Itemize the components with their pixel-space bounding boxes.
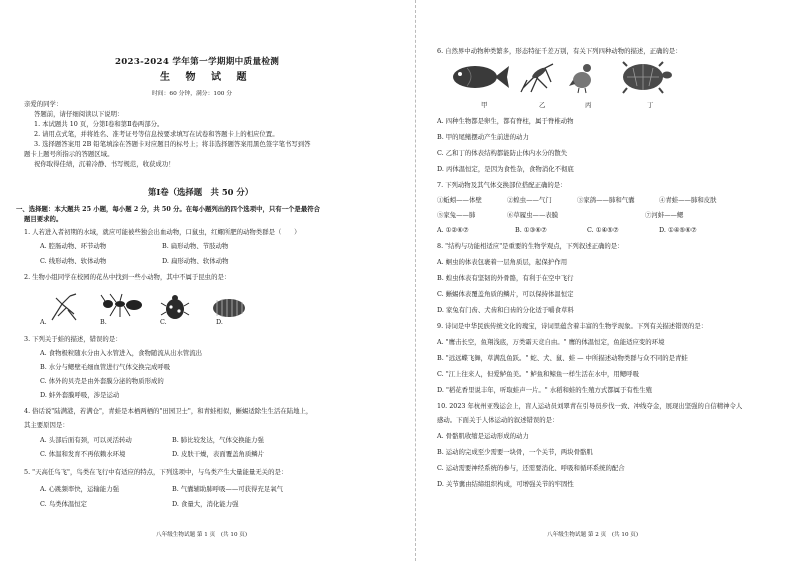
q7-item-7: ⑦河蚌——鳃	[645, 211, 684, 219]
page-footer-2: 八年级生物试题 第 2 页 (共 10 页)	[547, 532, 639, 538]
instructions-cont: 题目要求的。	[24, 215, 63, 223]
question-4: 4. 俗话说"陆满港，若满仓"，青蛙是本栖两栖的"田园卫士"，和青蛙相似，蜥蜴适除生生活在陆地上，	[24, 407, 313, 415]
q10-option-a: A. 骨骼肌收缩是运动形成的动力	[437, 432, 529, 440]
subject-title: 生 物 试 题	[160, 72, 253, 83]
instructions: 一、选择题：本大题共 25 小题，每小题 2 分，共 50 分。在每小题列出的四个选项中，只有一个是最符合	[16, 205, 320, 213]
question-3: 3. 下列关于蛙的描述，错误的是：	[24, 335, 122, 343]
q10-option-d: D. 关节囊由结缔组织构成，可增强关节的牢固性	[437, 480, 574, 488]
q5-option-d: D. 食量大，消化能力强	[172, 500, 239, 508]
q9-option-c: C. "江上往来人，但爱鲈鱼美。" 鲈鱼和鲸鱼一样生活在水中，用鳃呼吸	[437, 370, 639, 378]
exam-page-2	[397, 0, 794, 561]
q8-option-a: A. 蛔虫的体表包裹着一层角质层，起保护作用	[437, 258, 568, 266]
q9-option-b: B. "远远蝶飞舞，草满乱鱼跃。" 蛇、犬、鼠、蛙 — 中所描述动物类群与众不同的是青蛙	[437, 354, 688, 362]
q5-option-c: C. 鸟类体温恒定	[40, 500, 88, 508]
question-10-cont: 感动。下面关于人体运动的叙述错误的是：	[437, 416, 559, 424]
q3-option-d: D. 蚌外套膜呼吸，涉是运动	[40, 391, 120, 399]
notice-intro: 答题前，请仔细阅读以下说明：	[34, 110, 124, 118]
question-10: 10. 2023 年杭州亚残运会上，盲人运动员刘翠青在引导员步伐一致、冲线夺金，展现出坚强的自信精神令人	[437, 402, 743, 410]
q6-label-jia: 甲	[481, 101, 488, 109]
turtle-icon	[615, 60, 673, 94]
question-2: 2. 生物小组同学在校园的花丛中找到一些小动物，其中不属于昆虫的是：	[24, 273, 231, 281]
q9-option-d: D. "稻花香里说丰年，听取蛙声一片。" 水稻和蛙的生殖方式都属于有性生殖	[437, 386, 652, 394]
q7-item-3: ③家鸽——肺和气囊	[577, 196, 635, 204]
q7-item-2: ②蝗虫——气门	[507, 196, 552, 204]
q10-option-c: C. 运动需要神经系统的参与，还需要消化、呼吸和循环系统的配合	[437, 464, 625, 472]
q2-option-a: A.	[40, 318, 47, 326]
notice-3: 3. 选择题答案用 2B 铅笔填涂在答题卡对应题目的标号上；将非选择题答案用黑色签字笔书写到答	[34, 140, 311, 148]
q6-option-d: D. 丙体温恒定，是因为食性杂，食物消化不彻底	[437, 165, 574, 173]
grasshopper-icon	[517, 58, 557, 98]
q7-option-b: B. ①③⑥⑦	[515, 226, 547, 234]
q6-option-c: C. 乙和丁的体表结构都能防止体内水分的散失	[437, 149, 568, 157]
wish: 祝你取得佳绩，沉着冷静、书写规范，收获成功！	[34, 160, 175, 168]
q10-option-b: B. 运动的完成至少需要一块骨，一个关节，两块骨骼肌	[437, 448, 593, 456]
q6-label-ding: 丁	[647, 101, 654, 109]
notice-1: 1. 本试题共 10 页，分第Ⅰ卷和第Ⅱ卷两部分。	[34, 120, 164, 128]
q1-option-a: A. 腔肠动物、环节动物	[40, 242, 107, 250]
question-5: 5. "天高任鸟飞"，鸟类在飞行中有适应的特点，下列选项中，与鸟类产生大量能量无关的是：	[24, 468, 288, 476]
q8-option-c: C. 蜥蜴体表覆盖角质的鳞片，可以保持体温恒定	[437, 290, 574, 298]
question-9: 9. 诗词是中华民族传统文化的瑰宝，诗词里蕴含着丰富的生物学现象。下列有关描述错误的是：	[437, 322, 708, 330]
time-score: 时间：60 分钟，满分：100 分	[152, 91, 233, 97]
q7-option-a: A. ①②⑥⑦	[437, 226, 469, 234]
q7-option-c: C. ①④⑤⑦	[587, 226, 619, 234]
pillbug-icon	[210, 296, 248, 320]
question-7: 7. 下列动物及其气体交换部位搭配正确的是：	[437, 181, 567, 189]
q2-option-c: C.	[160, 318, 167, 326]
q4-option-b: B. 肺比较发达，气体交换能力强	[172, 436, 264, 444]
q6-option-a: A. 四种生物都是卵生，都有脊柱，属于脊椎动物	[437, 117, 574, 125]
q1-option-d: D. 扁形动物、软体动物	[162, 257, 229, 265]
question-6: 6. 自然界中动物种类繁多，形态特征千差万别，有关下列四种动物的描述，正确的是：	[437, 47, 682, 55]
q3-option-a: A. 食物极粒随水分由入水管进入，食物随流从出水管流出	[40, 349, 203, 357]
pigeon-icon	[569, 62, 597, 94]
q6-label-bing: 丙	[585, 101, 592, 109]
exam-title: 2023-2024 学年第一学期期中质量检测	[115, 57, 280, 67]
q9-option-a: A. "鹰击长空，鱼翔浅底，万类霜天竞自由。" 鹰的体温恒定，鱼能适应变的环境	[437, 338, 665, 346]
notice-2: 2. 请用点式笔，并将姓名、准考证号等信息按要求填写在试卷和答题卡上的相应位置。	[34, 130, 279, 138]
notice-3-cont: 题卡上题号所指示的答题区域。	[24, 150, 114, 158]
q5-option-a: A. 心跳频率快，运输能力强	[40, 485, 119, 493]
question-1: 1. 人若进入者初期的水域，就应可能被些独会出血动物，口鼠虫，红螺所肥的动物类群是（ ）	[24, 228, 301, 236]
q7-item-5: ⑤家兔——肺	[437, 211, 476, 219]
q7-item-6: ⑥草履虫——表膜	[507, 211, 559, 219]
greeting: 亲爱的同学：	[24, 100, 63, 108]
q5-option-b: B. 气囊辅助肺呼吸——可获得充足氧气	[172, 485, 284, 493]
q7-item-4: ④青蛙——肺和皮肤	[659, 196, 717, 204]
page-footer-1: 八年级生物试题 第 1 页 (共 10 页)	[156, 532, 248, 538]
q7-item-1: ①蚯蚓——体壁	[437, 196, 482, 204]
q4-option-c: C. 体温和发育不再依赖水环境	[40, 450, 126, 458]
q3-option-b: B. 水分与鳃壁毛细血管进行气体交换完成呼吸	[40, 363, 171, 371]
mantis-icon	[48, 290, 82, 324]
section-title: 第Ⅰ卷（选择题 共 50 分）	[148, 187, 254, 197]
q6-label-yi: 乙	[539, 101, 546, 109]
fish-icon	[447, 62, 511, 92]
q1-option-c: C. 线形动物、软体动物	[40, 257, 107, 265]
q2-option-b: B.	[100, 318, 107, 326]
q3-option-c: C. 体外的贝壳是由外套膜分泌的物质形成的	[40, 377, 164, 385]
q8-option-d: D. 家兔有门齿、犬齿和臼齿的分化适于嚼食草料	[437, 306, 574, 314]
q8-option-b: B. 蝗虫体表有坚韧的外骨骼，有利于在空中飞行	[437, 274, 574, 282]
question-4-cont: 其主要原因是：	[24, 421, 69, 429]
q4-option-d: D. 皮肤干燥，表面覆盖角质鳞片	[172, 450, 265, 458]
q6-option-b: B. 甲的尾鳍摆动产生前进的动力	[437, 133, 529, 141]
q2-option-d: D.	[216, 318, 223, 326]
q4-option-a: A. 头部后面有颈，可以灵活转动	[40, 436, 132, 444]
question-8: 8. "结构与功能相适应"是重要的生物学观点，下列叙述正确的是：	[437, 242, 624, 250]
ant-icon	[100, 292, 144, 320]
q1-option-b: B. 扁形动物、节肢动物	[162, 242, 229, 250]
q7-option-d: D. ①④⑤⑥⑦	[659, 226, 697, 234]
